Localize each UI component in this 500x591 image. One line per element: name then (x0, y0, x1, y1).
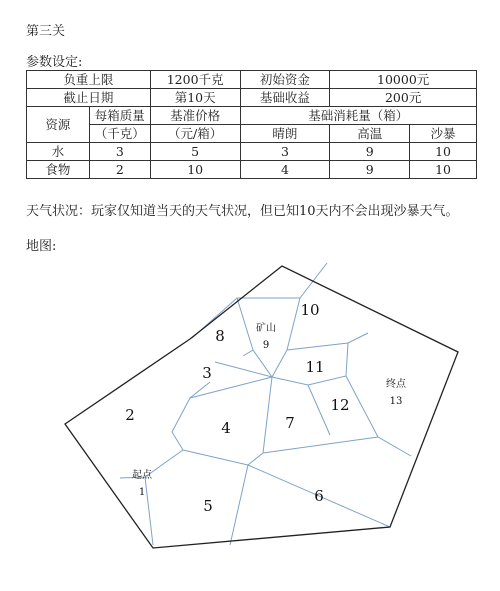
region-4-label: 4 (221, 419, 231, 437)
load-limit-value: 1200千克 (150, 71, 240, 89)
sunny-header: 晴朗 (240, 125, 330, 143)
initial-funds-label: 初始资金 (240, 71, 330, 89)
mass-unit: （千克） (89, 125, 150, 143)
table-row (27, 161, 477, 179)
start-label: 起点 (132, 470, 152, 481)
region-boundary (346, 376, 378, 437)
resource-name: 食物 (27, 161, 90, 179)
table-header-row (27, 107, 477, 125)
deadline-label: 截止日期 (27, 89, 151, 107)
hot-value: 9 (330, 161, 410, 179)
sunny-value: 3 (240, 143, 330, 161)
region-boundary (287, 333, 368, 350)
mass-value: 3 (89, 143, 150, 161)
region-8-label: 8 (215, 327, 225, 345)
region-boundary (172, 382, 210, 450)
mine-number: 9 (262, 340, 270, 351)
region-6-label: 6 (314, 487, 324, 505)
mine-label: 矿山 (256, 323, 276, 334)
map-outline (65, 266, 458, 548)
map-heading: 地图: (26, 239, 57, 254)
table-row (27, 71, 477, 89)
destination-number: 13 (389, 396, 403, 407)
level-title: 第三关 (26, 24, 66, 39)
region-2-label: 2 (125, 406, 135, 424)
sandstorm-value: 10 (410, 161, 477, 179)
load-limit-label: 负重上限 (27, 71, 151, 89)
region-5-label: 5 (203, 497, 213, 515)
start-number: 1 (138, 487, 146, 498)
mass-header: 每箱质量 (89, 107, 150, 125)
region-boundary (308, 385, 330, 435)
region-11-label: 11 (305, 358, 325, 376)
region-boundary (145, 477, 153, 545)
region-boundary (263, 437, 411, 456)
region-boundary (253, 298, 300, 377)
region-10-label: 10 (300, 301, 320, 319)
price-value: 5 (150, 143, 240, 161)
params-heading: 参数设定: (26, 55, 83, 70)
consumption-header: 基础消耗量（箱） (240, 107, 476, 125)
region-12-label: 12 (330, 396, 350, 414)
sandstorm-header: 沙暴 (410, 125, 477, 143)
table-row (27, 143, 477, 161)
sunny-value: 4 (240, 161, 330, 179)
region-7-label: 7 (285, 414, 295, 432)
price-header: 基准价格 (150, 107, 240, 125)
base-income-value: 200元 (330, 89, 477, 107)
deadline-value: 第10天 (150, 89, 240, 107)
hot-header: 高温 (330, 125, 410, 143)
hot-value: 9 (330, 143, 410, 161)
weather-note: 天气状况：玩家仅知道当天的天气状况，但已知10天内不会出现沙暴天气。 (26, 204, 459, 219)
region-boundary (237, 298, 253, 356)
parameter-table (26, 70, 477, 179)
price-unit: （元/箱） (150, 125, 240, 143)
sandstorm-value: 10 (410, 143, 477, 161)
region-map (0, 255, 500, 555)
mass-value: 2 (89, 161, 150, 179)
initial-funds-value: 10000元 (330, 71, 477, 89)
resource-header: 资源 (27, 107, 90, 143)
destination-label: 终点 (386, 379, 406, 390)
table-row (27, 89, 477, 107)
region-3-label: 3 (202, 364, 212, 382)
base-income-label: 基础收益 (240, 89, 330, 107)
resource-name: 水 (27, 143, 90, 161)
table-header-row (27, 125, 477, 143)
region-boundary (183, 450, 248, 545)
price-value: 10 (150, 161, 240, 179)
